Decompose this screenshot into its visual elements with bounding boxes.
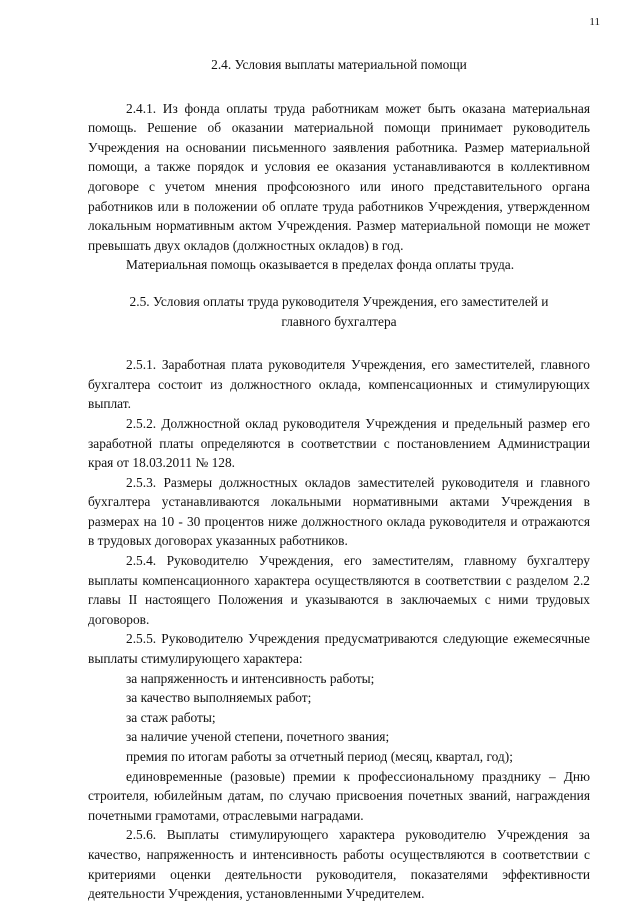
list-item: за стаж работы; — [126, 709, 216, 725]
section-heading-2-4: 2.4. Условия выплаты материальной помощи — [211, 57, 467, 72]
paragraph-2-5-4: 2.5.4. Руководителю Учреждения, его заместителям, главному бухгалтеру выплаты компенсационного характера осуществляются в соответствии с разделом 2.2 главы II настоящего Положения и указываются в заключаемых с ними трудовых договоров. — [88, 553, 590, 627]
paragraph-2-4-1: 2.4.1. Из фонда оплаты труда работникам может быть оказана материальная помощь. Решение об оказании материальной помощи принимает руководитель Учреждения на основании письменного заявления работника. Размер материальной помощи, а также порядок и условия ее оказания устанавливаются в коллективном договоре с учетом мнения профсоюзного или иного представительного органа работников или в положении об оплате труда работников Учреждения, утвержденном локальным нормативным актом Учреждения. Размер материальной помощи не может превышать двух окладов (должностных окладов) в год. — [88, 100, 590, 253]
list-item: премия по итогам работы за отчетный период (месяц, квартал, год); — [126, 749, 513, 764]
paragraph-2-5-6: 2.5.6. Выплаты стимулирующего характера руководителю Учреждения за качество, напряженность и интенсивность работы осуществляются в соответствии с критериями оценки деятельности руководителя, показателями эффективности деятельности Учреждения, установленными Учредителем. — [88, 827, 590, 902]
paragraph-onetime-bonuses: единовременные (разовые) премии к профессиональному празднику – Дню строителя, юбилейным датам, по случаю присвоения почетных званий, награждения почетными грамотами, отраслевыми наградами. — [88, 768, 590, 823]
document-body — [88, 55, 590, 904]
paragraph-2-5-2: 2.5.2. Должностной оклад руководителя Учреждения и предельный размер его заработной платы определяются в соответствии с постановлением Администрации края от 18.03.2011 № 128. — [88, 415, 590, 471]
paragraph-fund-limit: Материальная помощь оказывается в пределах фонда оплаты труда. — [126, 257, 515, 273]
list-item: за наличие ученой степени, почетного звания; — [126, 729, 390, 745]
paragraph-2-5-1: 2.5.1. Заработная плата руководителя Учреждения, его заместителей, главного бухгалтера состоит из должностного оклада, компенсационных и стимулирующих выплат. — [88, 357, 590, 412]
list-item: за напряженность и интенсивность работы; — [126, 670, 375, 686]
section-heading-2-5: 2.5. Условия оплаты труда руководителя Учреждения, его заместителей и главного бухгалтера — [129, 293, 549, 329]
paragraph-2-5-5: 2.5.5. Руководителю Учреждения предусматриваются следующие ежемесячные выплаты стимулирующего характера: — [88, 631, 590, 667]
paragraph-2-5-3: 2.5.3. Размеры должностных окладов заместителей руководителя и главного бухгалтера устанавливаются локальными нормативными актами Учреждения в размерах на 10 - 30 процентов ниже должностного оклада руководителя и отражаются в трудовых договорах указанных работников. — [88, 474, 590, 549]
list-item: за качество выполняемых работ; — [126, 690, 312, 706]
page-number: 11 — [589, 16, 600, 28]
